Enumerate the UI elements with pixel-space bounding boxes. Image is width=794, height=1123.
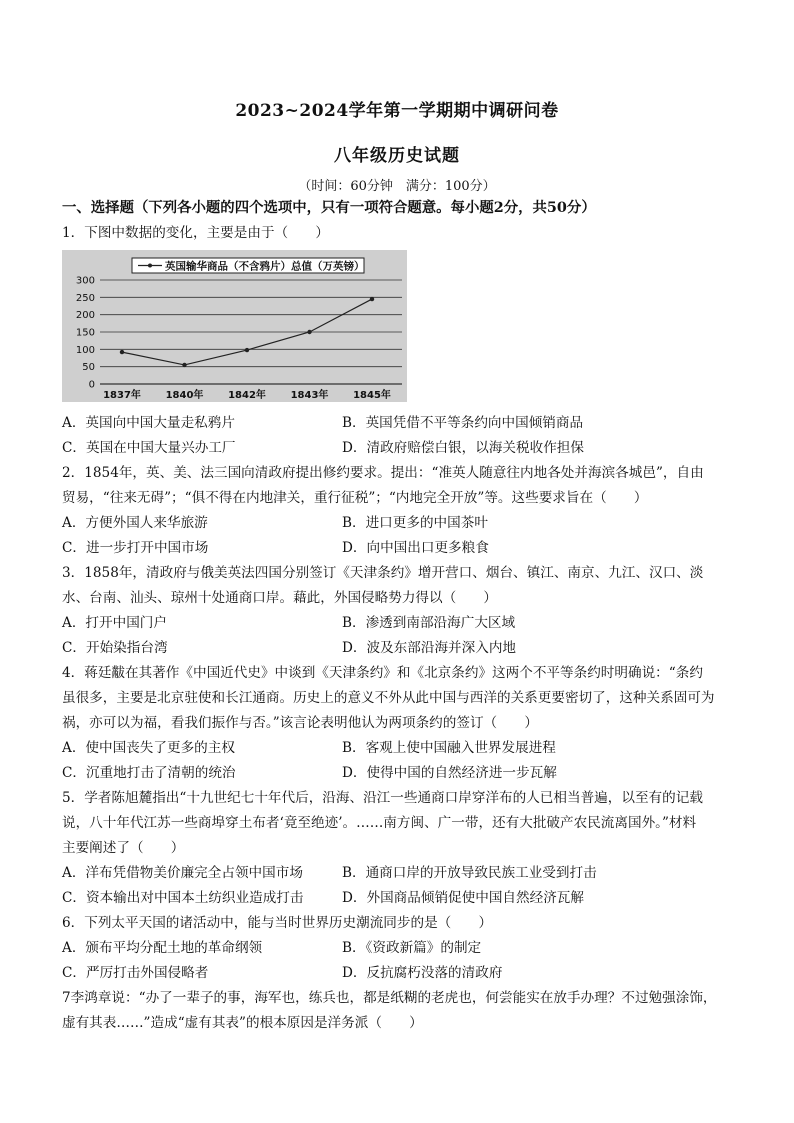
data-point [307,330,311,334]
x-tick-label: 1842年 [228,390,266,401]
question-2-option-a: A．方便外国人来华旅游 [62,515,208,531]
question-3-option-d: D．波及东部沿海并深入内地 [342,640,517,656]
legend-label: 英国输华商品（不含鸦片）总值（万英镑） [165,260,365,273]
x-tick-label: 1845年 [353,390,391,401]
question-4-option-c: C．沉重地打击了清朝的统治 [62,765,236,781]
question-4-option-b: B．客观上使中国融入世界发展进程 [342,740,556,756]
question-5-line-3: 主要阐述了（ ） [62,840,185,856]
y-tick-label: 50 [82,362,95,374]
x-tick-label: 1837年 [103,390,141,401]
question-2-option-c: C．进一步打开中国市场 [62,540,209,556]
question-5-option-c: C．资本输出对中国本土纺织业造成打击 [62,890,304,906]
question-5-option-d: D．外国商品倾销促使中国自然经济瓦解 [342,890,584,906]
y-tick-label: 0 [88,379,95,391]
question-4-line-3: 祸，亦可以为福，看我们振作与否。”该言论表明他认为两项条约的签订（ ） [62,715,538,731]
x-tick-label: 1843年 [290,390,329,401]
question-2-line-2: 贸易，“往来无碍”；“俱不得在内地津关，重行征税”；“内地完全开放”等。这些要求旨在（ ） [62,490,648,506]
question-5-option-a: A．洋布凭借物美价廉完全占领中国市场 [62,865,303,881]
question-6-option-d: D．反抗腐朽没落的清政府 [342,965,503,981]
question-5-option-b: B．通商口岸的开放导致民族工业受到打击 [342,865,597,881]
question-3-line-2: 水、台南、汕头、琼州十处通商口岸。藉此，外国侵略势力得以（ ） [62,590,497,606]
question-3-option-b: B．渗透到南部沿海广大区域 [342,615,516,631]
question-2-line-1: 2．1854年，英、美、法三国向清政府提出修约要求。提出：“准英人随意往内地各处并海滨各城邑”，自由 [62,465,704,481]
x-tick-label: 1840年 [165,390,204,401]
data-point [120,350,124,354]
question-6-option-a: A．颁布平均分配土地的革命纲领 [62,940,263,956]
question-3-option-a: A．打开中国门户 [62,615,167,631]
question-4-line-1: 4．蒋廷黻在其著作《中国近代史》中谈到《天津条约》和《北京条约》这两个不平等条约时明确说：“条约 [62,665,703,681]
question-5-line-1: 5．学者陈旭麓指出“十九世纪七十年代后，沿海、沿江一些通商口岸穿洋布的人已相当普遍，以至有的记载 [62,790,703,806]
question-1-option-c: C．英国在中国大量兴办工厂 [62,440,236,456]
data-point [245,348,249,352]
question-6-option-c: C．严厉打击外国侵略者 [62,965,209,981]
y-tick-label: 100 [75,344,95,356]
question-1-option-a: A．英国向中国大量走私鸦片 [62,415,235,431]
y-tick-label: 250 [75,292,95,304]
question-6-option-b: B．《资政新篇》的制定 [342,940,482,956]
exam-title: 2023~2024学年第一学期期中调研问卷 [235,101,559,121]
question-7-line-1: 7李鸿章说：“办了一辈子的事，海军也，练兵也，都是纸糊的老虎也，何尝能实在放手办理？不过勉强涂饰， [62,990,717,1006]
line-chart [62,250,407,402]
section-heading: 一、选择题（下列各小题的四个选项中，只有一项符合题意。每小题2分，共50分） [62,199,596,216]
chart-legend [132,258,365,273]
export-value-chart [62,250,407,402]
exam-subtitle: 八年级历史试题 [334,146,460,166]
question-1-option-d: D．清政府赔偿白银，以海关税收作担保 [342,440,584,456]
y-tick-label: 200 [75,310,95,322]
exam-meta: （时间：60分钟 满分：100分） [298,179,496,194]
question-3-option-c: C．开始染指台湾 [62,640,168,656]
question-4-option-a: A．使中国丧失了更多的主权 [62,740,235,756]
question-2-option-b: B．进口更多的中国茶叶 [342,515,488,531]
question-1-line-1: 1．下图中数据的变化，主要是由于（ ） [62,225,329,241]
y-tick-label: 150 [75,327,95,339]
question-2-option-d: D．向中国出口更多粮食 [342,540,489,556]
question-5-line-2: 说，八十年代江苏一些商埠穿土布者‘竟至绝迹’。……南方闽、广一带，还有大批破产农民流离国外。”材料 [62,815,697,831]
question-3-line-1: 3．1858年，清政府与俄美英法四国分别签订《天津条约》增开营口、烟台、镇江、南京、九江、汉口、淡 [62,565,704,581]
question-7-line-2: 虚有其表……”造成“虚有其表”的根本原因是洋务派（ ） [62,1015,423,1031]
y-tick-label: 300 [75,275,95,287]
legend-marker [148,264,152,268]
data-point [182,363,186,367]
question-6-line-1: 6．下列太平天国的诸活动中，能与当时世界历史潮流同步的是（ ） [62,915,493,931]
question-1-option-b: B．英国凭借不平等条约向中国倾销商品 [342,415,584,431]
question-4-option-d: D．使得中国的自然经济进一步瓦解 [342,765,557,781]
data-point [370,297,374,301]
question-4-line-2: 虽很多，主要是北京驻使和长江通商。历史上的意义不外从此中国与西洋的关系更要密切了，这种关系固可为 [62,690,715,706]
